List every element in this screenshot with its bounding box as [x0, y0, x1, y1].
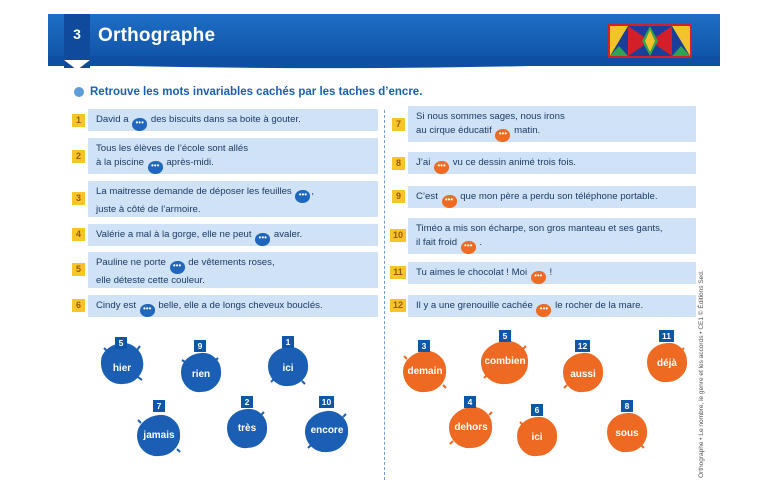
decorative-logo	[608, 24, 692, 58]
sentence-number: 7	[392, 118, 405, 131]
ink-blot-icon: •••	[495, 129, 510, 142]
word-number: 8	[621, 400, 633, 412]
word-number: 12	[575, 340, 590, 352]
sentence-8: J’ai ••• vu ce dessin animé trois fois.	[408, 152, 696, 174]
word-label: très	[237, 423, 257, 434]
sentence-number: 3	[72, 192, 85, 205]
bullet-icon	[74, 87, 84, 97]
word-number: 4	[464, 396, 476, 408]
word-number: 2	[241, 396, 253, 408]
ink-blot-icon: •••	[536, 304, 551, 317]
ink-blot-icon: •••	[132, 118, 147, 131]
sentence-2: Tous les élèves de l’école sont allés à la piscine ••• après-midi.	[88, 138, 378, 174]
word-label: rien	[191, 369, 211, 380]
word-splat-blue[interactable]	[178, 341, 224, 394]
word-label: déjà	[656, 358, 677, 369]
word-splat-blue[interactable]	[98, 340, 146, 386]
ink-blot-icon: •••	[170, 261, 185, 274]
word-splat-orange[interactable]	[446, 397, 496, 450]
sentence-number: 8	[392, 157, 405, 170]
ink-blot-icon: •••	[255, 233, 270, 246]
ink-blot-icon: •••	[148, 161, 163, 174]
sentence-number: 11	[390, 266, 406, 279]
sentence-number: 2	[72, 150, 85, 163]
word-label: ici	[282, 363, 294, 374]
word-splat-blue[interactable]	[302, 397, 352, 454]
sentence-12: Il y a une grenouille cachée ••• le rocher de la mare.	[408, 295, 696, 317]
ink-blot-icon: •••	[461, 241, 476, 254]
word-splat-blue[interactable]	[224, 397, 270, 450]
instruction	[74, 86, 422, 98]
page-title: Orthographe	[98, 25, 216, 46]
word-label: aussi	[570, 369, 596, 380]
ink-blot-icon: •••	[434, 161, 449, 174]
word-number: 6	[531, 404, 543, 416]
footer-credits: Orthographe • Le nombre, le genre et les accords • CE1 © Éditions Sed.	[698, 270, 705, 478]
word-number: 7	[153, 400, 165, 412]
word-splat-orange[interactable]	[400, 341, 450, 394]
word-number: 11	[659, 330, 674, 342]
word-label: demain	[407, 366, 443, 377]
word-label: sous	[615, 428, 639, 439]
word-splat-orange[interactable]	[514, 405, 560, 458]
word-number: 5	[115, 337, 127, 349]
word-number: 1	[282, 336, 294, 348]
word-number: 9	[194, 340, 206, 352]
sentence-9: C’est ••• que mon père a perdu son téléphone portable.	[408, 186, 696, 208]
sentence-number: 1	[72, 114, 85, 127]
ink-blot-icon: •••	[531, 271, 546, 284]
sentence-5: Pauline ne porte ••• de vêtements roses, elle déteste cette couleur.	[88, 252, 378, 288]
sentence-10: Timéo a mis son écharpe, son gros manteau et ses gants, il fait froid ••• .	[408, 218, 696, 254]
sentence-number: 12	[390, 299, 406, 312]
sentence-1: David a ••• des biscuits dans sa boite à gouter.	[88, 109, 378, 131]
header-wave	[48, 56, 720, 72]
column-divider	[384, 110, 385, 480]
word-label: encore	[310, 425, 344, 436]
word-label: hier	[112, 363, 132, 374]
sentence-number: 5	[72, 263, 85, 276]
ink-blot-icon: •••	[442, 195, 457, 208]
sentence-number: 6	[72, 299, 85, 312]
word-label: combien	[484, 356, 526, 367]
sentence-7: Si nous sommes sages, nous irons au cirque éducatif ••• matin.	[408, 106, 696, 142]
word-number: 5	[499, 330, 511, 342]
sentence-6: Cindy est ••• belle, elle a de longs cheveux bouclés.	[88, 295, 378, 317]
word-splat-orange[interactable]	[478, 331, 532, 386]
word-number: 3	[418, 340, 430, 352]
sentence-number: 4	[72, 228, 85, 241]
sentence-number: 10	[390, 229, 406, 242]
word-label: ici	[531, 432, 543, 443]
tab-notch	[64, 60, 90, 72]
word-number: 10	[319, 396, 334, 408]
sentence-11: Tu aimes le chocolat ! Moi ••• !	[408, 262, 696, 284]
ink-blot-icon: •••	[295, 190, 310, 203]
instruction-text: Retrouve les mots invariables cachés par les taches d’encre.	[90, 86, 423, 98]
ink-blot-icon: •••	[140, 304, 155, 317]
sentence-3: La maitresse demande de déposer les feuilles ••• , juste à côté de l’armoire.	[88, 181, 378, 217]
word-splat-orange[interactable]	[644, 331, 690, 384]
word-splat-blue[interactable]	[265, 337, 311, 388]
word-label: dehors	[454, 422, 488, 433]
sentence-number: 9	[392, 190, 405, 203]
word-splat-orange[interactable]	[560, 341, 606, 394]
word-label: jamais	[143, 430, 175, 441]
word-splat-blue[interactable]	[134, 401, 184, 458]
sentence-4: Valérie a mal à la gorge, elle ne peut ••• avaler.	[88, 224, 378, 246]
page-number: 3	[73, 26, 81, 42]
word-splat-orange[interactable]	[604, 401, 650, 454]
